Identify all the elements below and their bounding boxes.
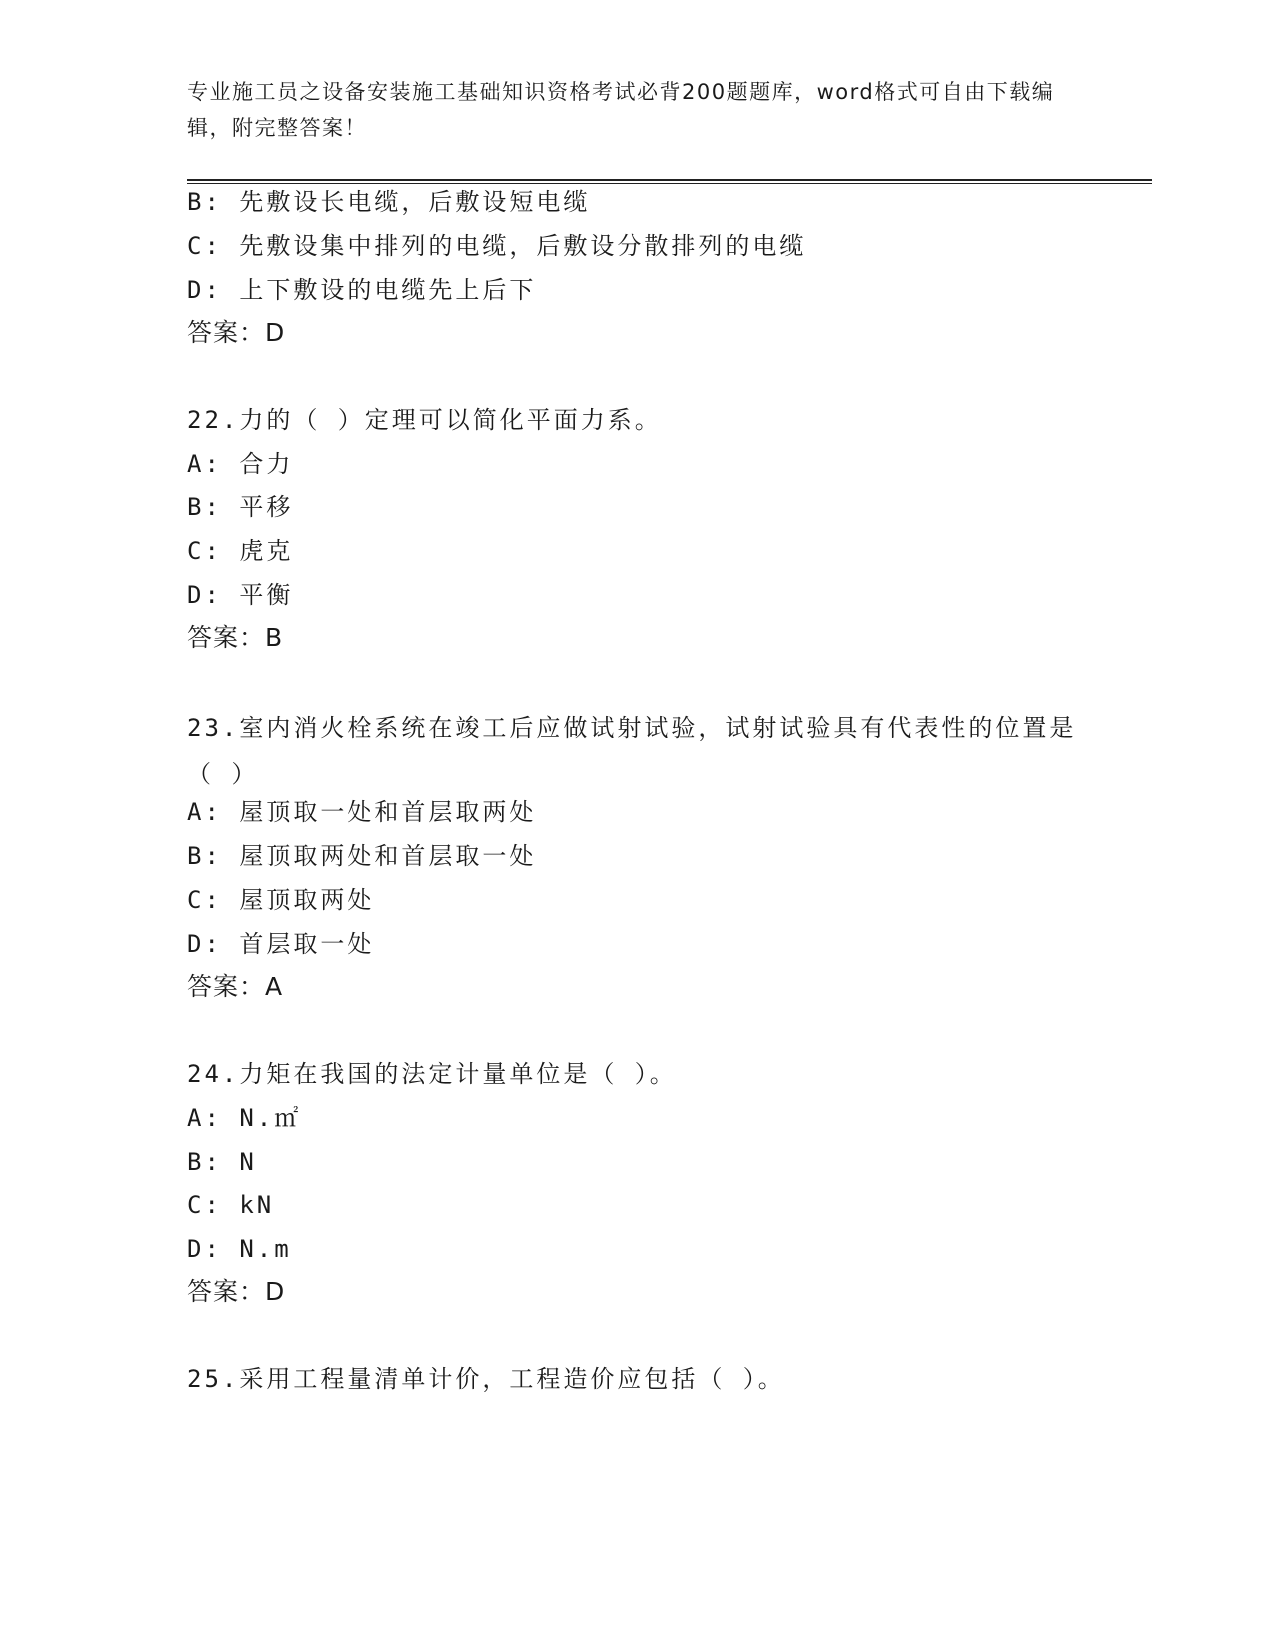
q24-question: 24.力矩在我国的法定计量单位是（ ）。 xyxy=(187,1060,677,1088)
q21-option-c: C: 先敷设集中排列的电缆，后敷设分散排列的电缆 xyxy=(187,232,807,260)
q23-option-b: B: 屋顶取两处和首层取一处 xyxy=(187,842,537,870)
q24-answer: 答案：D xyxy=(187,1277,286,1306)
q24-option-c: C: kN xyxy=(187,1191,275,1219)
q24-option-a: A: N.㎡ xyxy=(187,1104,302,1132)
q23-option-c: C: 屋顶取两处 xyxy=(187,886,375,914)
q23-question: 23.室内消火栓系统在竣工后应做试射试验，试射试验具有代表性的位置是（ ） xyxy=(187,714,1077,788)
q22-option-c: C: 虎克 xyxy=(187,537,294,565)
q22-answer: 答案：B xyxy=(187,623,284,652)
q23-option-a: A: 屋顶取一处和首层取两处 xyxy=(187,798,537,826)
q22-question: 22.力的（ ）定理可以简化平面力系。 xyxy=(187,406,662,434)
q21-answer: 答案：D xyxy=(187,318,286,347)
q22-option-d: D: 平衡 xyxy=(187,581,294,609)
q25-question: 25.采用工程量清单计价，工程造价应包括（ ）。 xyxy=(187,1365,785,1393)
q24-option-b: B: N xyxy=(187,1148,257,1176)
document-header-title: 专业施工员之设备安装施工基础知识资格考试必背200题题库，word格式可自由下载编辑，附完整答案！ xyxy=(187,80,1055,140)
q24-option-d: D: N.m xyxy=(187,1235,292,1263)
q22-option-a: A: 合力 xyxy=(187,450,294,478)
header-divider xyxy=(187,179,1152,184)
q23-option-d: D: 首层取一处 xyxy=(187,930,375,958)
q21-option-b: B: 先敷设长电缆，后敷设短电缆 xyxy=(187,188,591,216)
q21-option-d: D: 上下敷设的电缆先上后下 xyxy=(187,276,537,304)
q23-answer: 答案：A xyxy=(187,972,284,1001)
q22-option-b: B: 平移 xyxy=(187,493,294,521)
